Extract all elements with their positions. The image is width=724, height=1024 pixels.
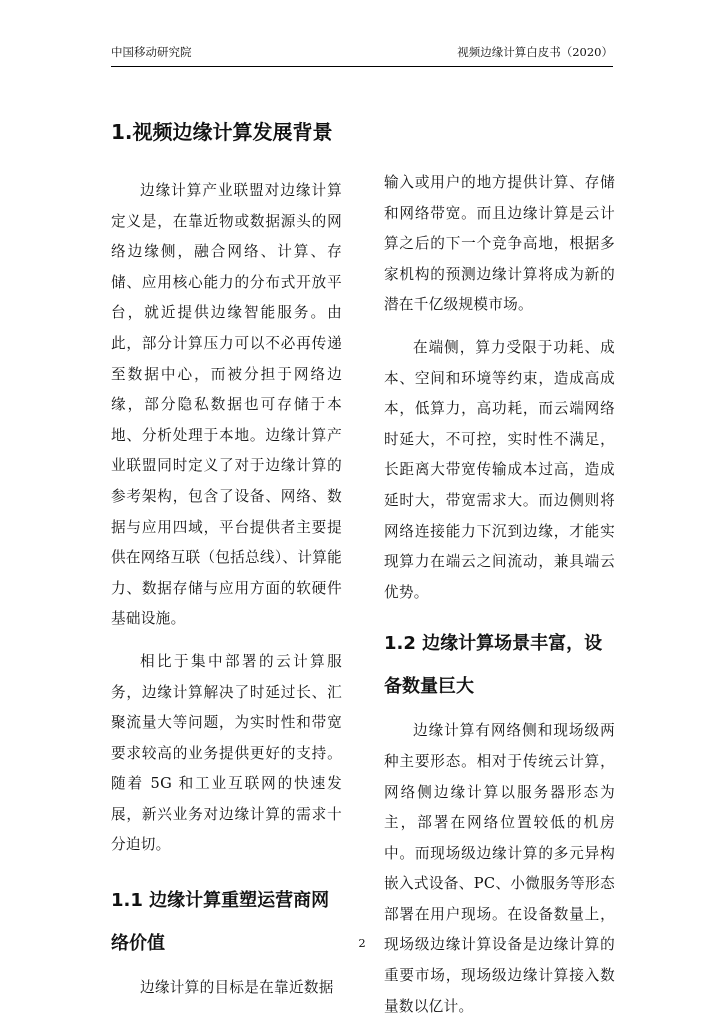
left-column [111, 176, 342, 1004]
header-document-title: 视频边缘计算白皮书（2020） [457, 45, 613, 59]
paragraph-comparison: 相比于集中部署的云计算服务，边缘计算解决了时延过长、汇聚流量大等问题，为实时性和带宽要求较高的业务提供更好的支持。随着 5G 和工业互联网的快速发展，新兴业务对边缘计算的需求十分迫切。 [111, 652, 342, 854]
right-column [384, 168, 615, 1022]
section-title: 1.视频边缘计算发展背景 [111, 120, 333, 144]
subsection-heading-1-2: 1.2 边缘计算场景丰富，设备数量巨大 [384, 633, 603, 698]
page-header [111, 40, 613, 67]
page-number: 2 [358, 936, 366, 950]
paragraph-goal-start: 边缘计算的目标是在靠近数据 [140, 979, 334, 997]
subsection-heading-1-1: 1.1 边缘计算重塑运营商网络价值 [111, 890, 330, 955]
paragraph-device-side: 在端侧，算力受限于功耗、成本、空间和环境等约束，造成高成本，低算力，高功耗，而云端网络时延大，不可控，实时性不满足，长距离大带宽传输成本过高，造成延时大，带宽需求大。而边侧则将网络连接能力下沉到边缘，才能实现算力在端云之间流动，兼具端云优势。 [384, 338, 615, 601]
header-organization: 中国移动研究院 [111, 45, 192, 59]
paragraph-goal-continued: 输入或用户的地方提供计算、存储和网络带宽。而且边缘计算是云计算之后的下一个竞争高地，根据多家机构的预测边缘计算将成为新的潜在千亿级规模市场。 [384, 174, 615, 314]
paragraph-definition: 边缘计算产业联盟对边缘计算定义是，在靠近物或数据源头的网络边缘侧，融合网络、计算、存储、应用核心能力的分布式开放平台，就近提供边缘智能服务。由此，部分计算压力可以不必再传递至数据中心，而被分担于网络边缘，部分隐私数据也可存储于本地、分析处理于本地。边缘计算产业联盟同时定义了对于边缘计算的参考架构，包含了设备、网络、数据与应用四域，平台提供者主要提供在网络互联（包括总线）、计算能力、数据存储与应用方面的软硬件基础设施。 [111, 182, 343, 628]
paragraph-forms: 边缘计算有网络侧和现场级两种主要形态。相对于传统云计算，网络侧边缘计算以服务器形态为主，部署在网络位置较低的机房中。而现场级边缘计算的多元异构嵌入式设备、PC、小微服务等形态部署在用户现场。在设备数量上，现场级边缘计算设备是边缘计算的重要市场，现场级边缘计算接入数量数以亿计。 [384, 722, 615, 1015]
